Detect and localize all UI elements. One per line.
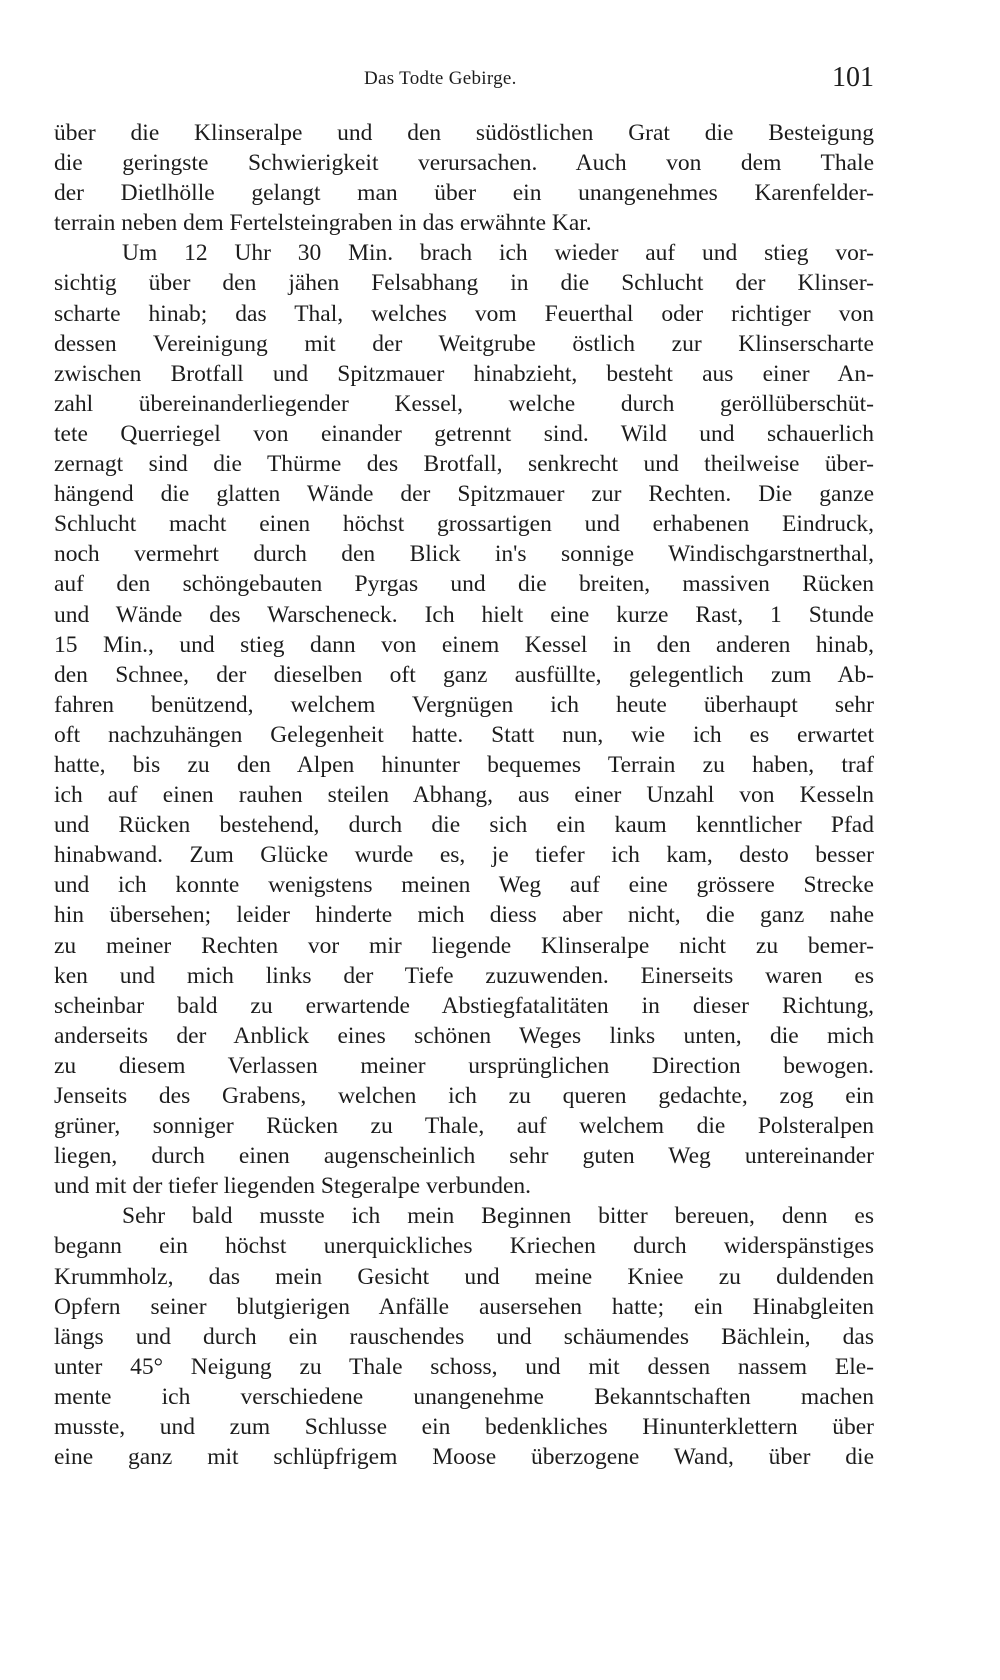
text-line: scheinbar bald zu erwartende Abstiegfatalitäten in dieser Richtung, (54, 992, 874, 1019)
text-line: tete Querriegel von einander getrennt sind. Wild und schauerlich (54, 420, 874, 447)
text-line: noch vermehrt durch den Blick in's sonnige Windischgarstnerthal, (54, 541, 874, 568)
text-line: Jenseits des Grabens, welchen ich zu queren gedachte, zog ein (54, 1083, 874, 1109)
text-line: mente ich verschiedene unangenehme Bekanntschaften machen (54, 1383, 874, 1410)
text-line: eine ganz mit schlüpfrigem Moose überzogene Wand, über die (54, 1444, 874, 1471)
text-line: liegen, durch einen augenscheinlich sehr guten Weg untereinander (54, 1143, 874, 1170)
text-line: und Rücken bestehend, durch die sich ein kaum kenntlicher Pfad (54, 812, 874, 839)
text-line: ich auf einen rauhen steilen Abhang, aus einer Unzahl von Kesseln (54, 782, 874, 809)
text-line: hängend die glatten Wände der Spitzmauer zur Rechten. Die ganze (54, 481, 874, 508)
text-line: hatte, bis zu den Alpen hinunter bequemes Terrain zu haben, traf (54, 751, 874, 778)
text-line: musste, und zum Schlusse ein bedenkliches Hinunterklettern über (54, 1414, 874, 1441)
text-line: der Dietlhölle gelangt man über ein unangenehmes Karenfelder- (54, 180, 874, 207)
text-line: fahren benützend, welchem Vergnügen ich heute überhaupt sehr (54, 691, 874, 718)
text-line: zernagt sind die Thürme des Brotfall, senkrecht und theilweise über- (54, 451, 874, 478)
text-line: scharte hinab; das Thal, welches vom Feuerthal oder richtiger von (54, 300, 874, 327)
text-line: und mit der tiefer liegenden Stegeralpe verbunden. (54, 1173, 531, 1200)
text-line: begann ein höchst unerquickliches Kriechen durch widerspänstiges (54, 1233, 874, 1260)
text-line: grüner, sonniger Rücken zu Thale, auf welchem die Polsteralpen (54, 1113, 874, 1140)
body-text (54, 118, 874, 1472)
text-line: die geringste Schwierigkeit verursachen. Auch von dem Thale (54, 150, 874, 177)
text-line: 15 Min., und stieg dann von einem Kessel in den anderen hinab, (54, 631, 874, 658)
text-line: über die Klinseralpe und den südöstlichen Grat die Besteigung (54, 120, 874, 146)
text-line: dessen Vereinigung mit der Weitgrube östlich zur Klinserscharte (54, 330, 874, 357)
text-line: hin übersehen; leider hinderte mich diess aber nicht, die ganz nahe (54, 902, 874, 929)
running-head (54, 62, 874, 102)
text-line: Krummholz, das mein Gesicht und meine Kniee zu duldenden (54, 1263, 874, 1290)
text-line: oft nachzuhängen Gelegenheit hatte. Statt nun, wie ich es erwartet (54, 721, 874, 748)
text-line: Opfern seiner blutgierigen Anfälle ausersehen hatte; ein Hinabgleiten (54, 1293, 874, 1320)
text-line: ken und mich links der Tiefe zuzuwenden. Einerseits waren es (54, 962, 874, 989)
text-line: und ich konnte wenigstens meinen Weg auf eine grössere Strecke (54, 872, 874, 899)
text-line: Um 12 Uhr 30 Min. brach ich wieder auf und stieg vor- (122, 240, 874, 267)
text-line: auf den schöngebauten Pyrgas und die breiten, massiven Rücken (54, 571, 874, 598)
text-line: Schlucht macht einen höchst grossartigen und erhabenen Eindruck, (54, 511, 874, 538)
text-line: den Schnee, der dieselben oft ganz ausfüllte, gelegentlich zum Ab- (54, 661, 874, 688)
text-line: zu meiner Rechten vor mir liegende Klinseralpe nicht zu bemer- (54, 932, 874, 959)
running-head-title: Das Todte Gebirge. (364, 68, 517, 89)
text-line: sichtig über den jähen Felsabhang in die Schlucht der Klinser- (54, 270, 874, 297)
page-number: 101 (832, 62, 874, 93)
text-line: Sehr bald musste ich mein Beginnen bitter bereuen, denn es (122, 1203, 874, 1230)
text-line: terrain neben dem Fertelsteingraben in das erwähnte Kar. (54, 210, 592, 237)
text-line: und Wände des Warscheneck. Ich hielt eine kurze Rast, 1 Stunde (54, 601, 874, 628)
text-line: zu diesem Verlassen meiner ursprünglichen Direction bewogen. (54, 1052, 874, 1079)
text-line: unter 45° Neigung zu Thale schoss, und mit dessen nassem Ele- (54, 1353, 874, 1380)
text-line: längs und durch ein rauschendes und schäumendes Bächlein, das (54, 1323, 874, 1350)
text-line: zahl übereinanderliegender Kessel, welche durch geröllüberschüt- (54, 390, 874, 417)
text-line: zwischen Brotfall und Spitzmauer hinabzieht, besteht aus einer An- (54, 360, 874, 387)
text-line: hinabwand. Zum Glücke wurde es, je tiefer ich kam, desto besser (54, 842, 874, 869)
text-line: anderseits der Anblick eines schönen Weges links unten, die mich (54, 1022, 874, 1049)
